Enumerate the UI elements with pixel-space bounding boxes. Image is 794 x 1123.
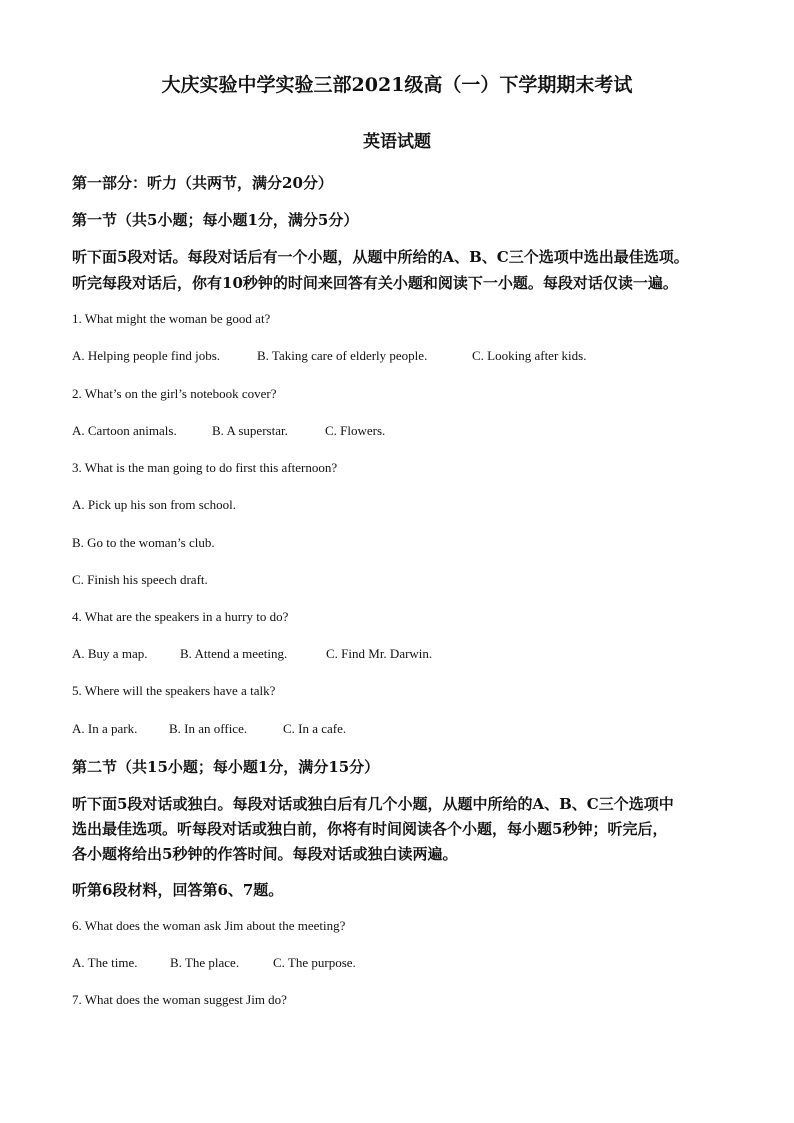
section2-instruction-line: 各小题将给出5秒钟的作答时间。每段对话或独白读两遍。 — [72, 845, 458, 863]
exam-title: 大庆实验中学实验三部2021级高（一）下学期期末考试 — [161, 74, 633, 96]
material-heading: 听第6段材料，回答第6、7题。 — [72, 881, 284, 899]
section2-instruction-line: 选出最佳选项。听每段对话或独白前，你将有时间阅读各个小题，每小题5秒钟；听完后， — [72, 820, 668, 838]
question-4-stem: 4. What are the speakers in a hurry to do? — [72, 609, 289, 624]
question-3-option-a: A. Pick up his son from school. — [72, 497, 236, 512]
question-3-option-c: C. Finish his speech draft. — [72, 572, 208, 587]
question-3-stem: 3. What is the man going to do first this afternoon? — [72, 460, 338, 475]
question-2-stem: 2. What’s on the girl’s notebook cover? — [72, 386, 277, 401]
option-a: A. Cartoon animals. — [72, 423, 177, 438]
option-a: A. Buy a map. — [72, 646, 148, 661]
part1-heading: 第一部分：听力（共两节，满分20分） — [72, 174, 333, 192]
question-3-option-b: B. Go to the woman’s club. — [72, 535, 215, 550]
option-a: A. Helping people find jobs. — [72, 348, 221, 363]
option-b: B. Attend a meeting. — [180, 646, 288, 661]
section2-heading: 第二节（共15小题；每小题1分，满分15分） — [72, 758, 380, 776]
section1-heading: 第一节（共5小题；每小题1分，满分5分） — [72, 211, 359, 229]
option-c: C. In a cafe. — [283, 721, 347, 736]
section1-instruction-line: 听下面5段对话。每段对话后有一个小题，从题中所给的A、B、C三个选项中选出最佳选项。 — [72, 248, 689, 266]
option-c: C. Flowers. — [325, 423, 386, 438]
question-1-stem: 1. What might the woman be good at? — [72, 311, 271, 326]
question-6-stem: 6. What does the woman ask Jim about the meeting? — [72, 918, 346, 933]
question-5-stem: 5. Where will the speakers have a talk? — [72, 683, 276, 698]
question-7-stem: 7. What does the woman suggest Jim do? — [72, 992, 287, 1007]
option-b: B. In an office. — [169, 721, 248, 736]
exam-subtitle: 英语试题 — [363, 132, 431, 152]
option-c: C. Find Mr. Darwin. — [326, 646, 433, 661]
section2-instruction-line: 听下面5段对话或独白。每段对话或独白后有几个小题，从题中所给的A、B、C三个选项中 — [72, 795, 674, 813]
option-a: A. In a park. — [72, 721, 138, 736]
option-b: B. Taking care of elderly people. — [257, 348, 428, 363]
option-c: C. The purpose. — [273, 955, 356, 970]
option-b: B. The place. — [170, 955, 240, 970]
option-c: C. Looking after kids. — [472, 348, 587, 363]
section1-instruction-line: 听完每段对话后，你有10秒钟的时间来回答有关小题和阅读下一小题。每段对话仅读一遍。 — [72, 274, 678, 292]
option-a: A. The time. — [72, 955, 138, 970]
option-b: B. A superstar. — [212, 423, 288, 438]
